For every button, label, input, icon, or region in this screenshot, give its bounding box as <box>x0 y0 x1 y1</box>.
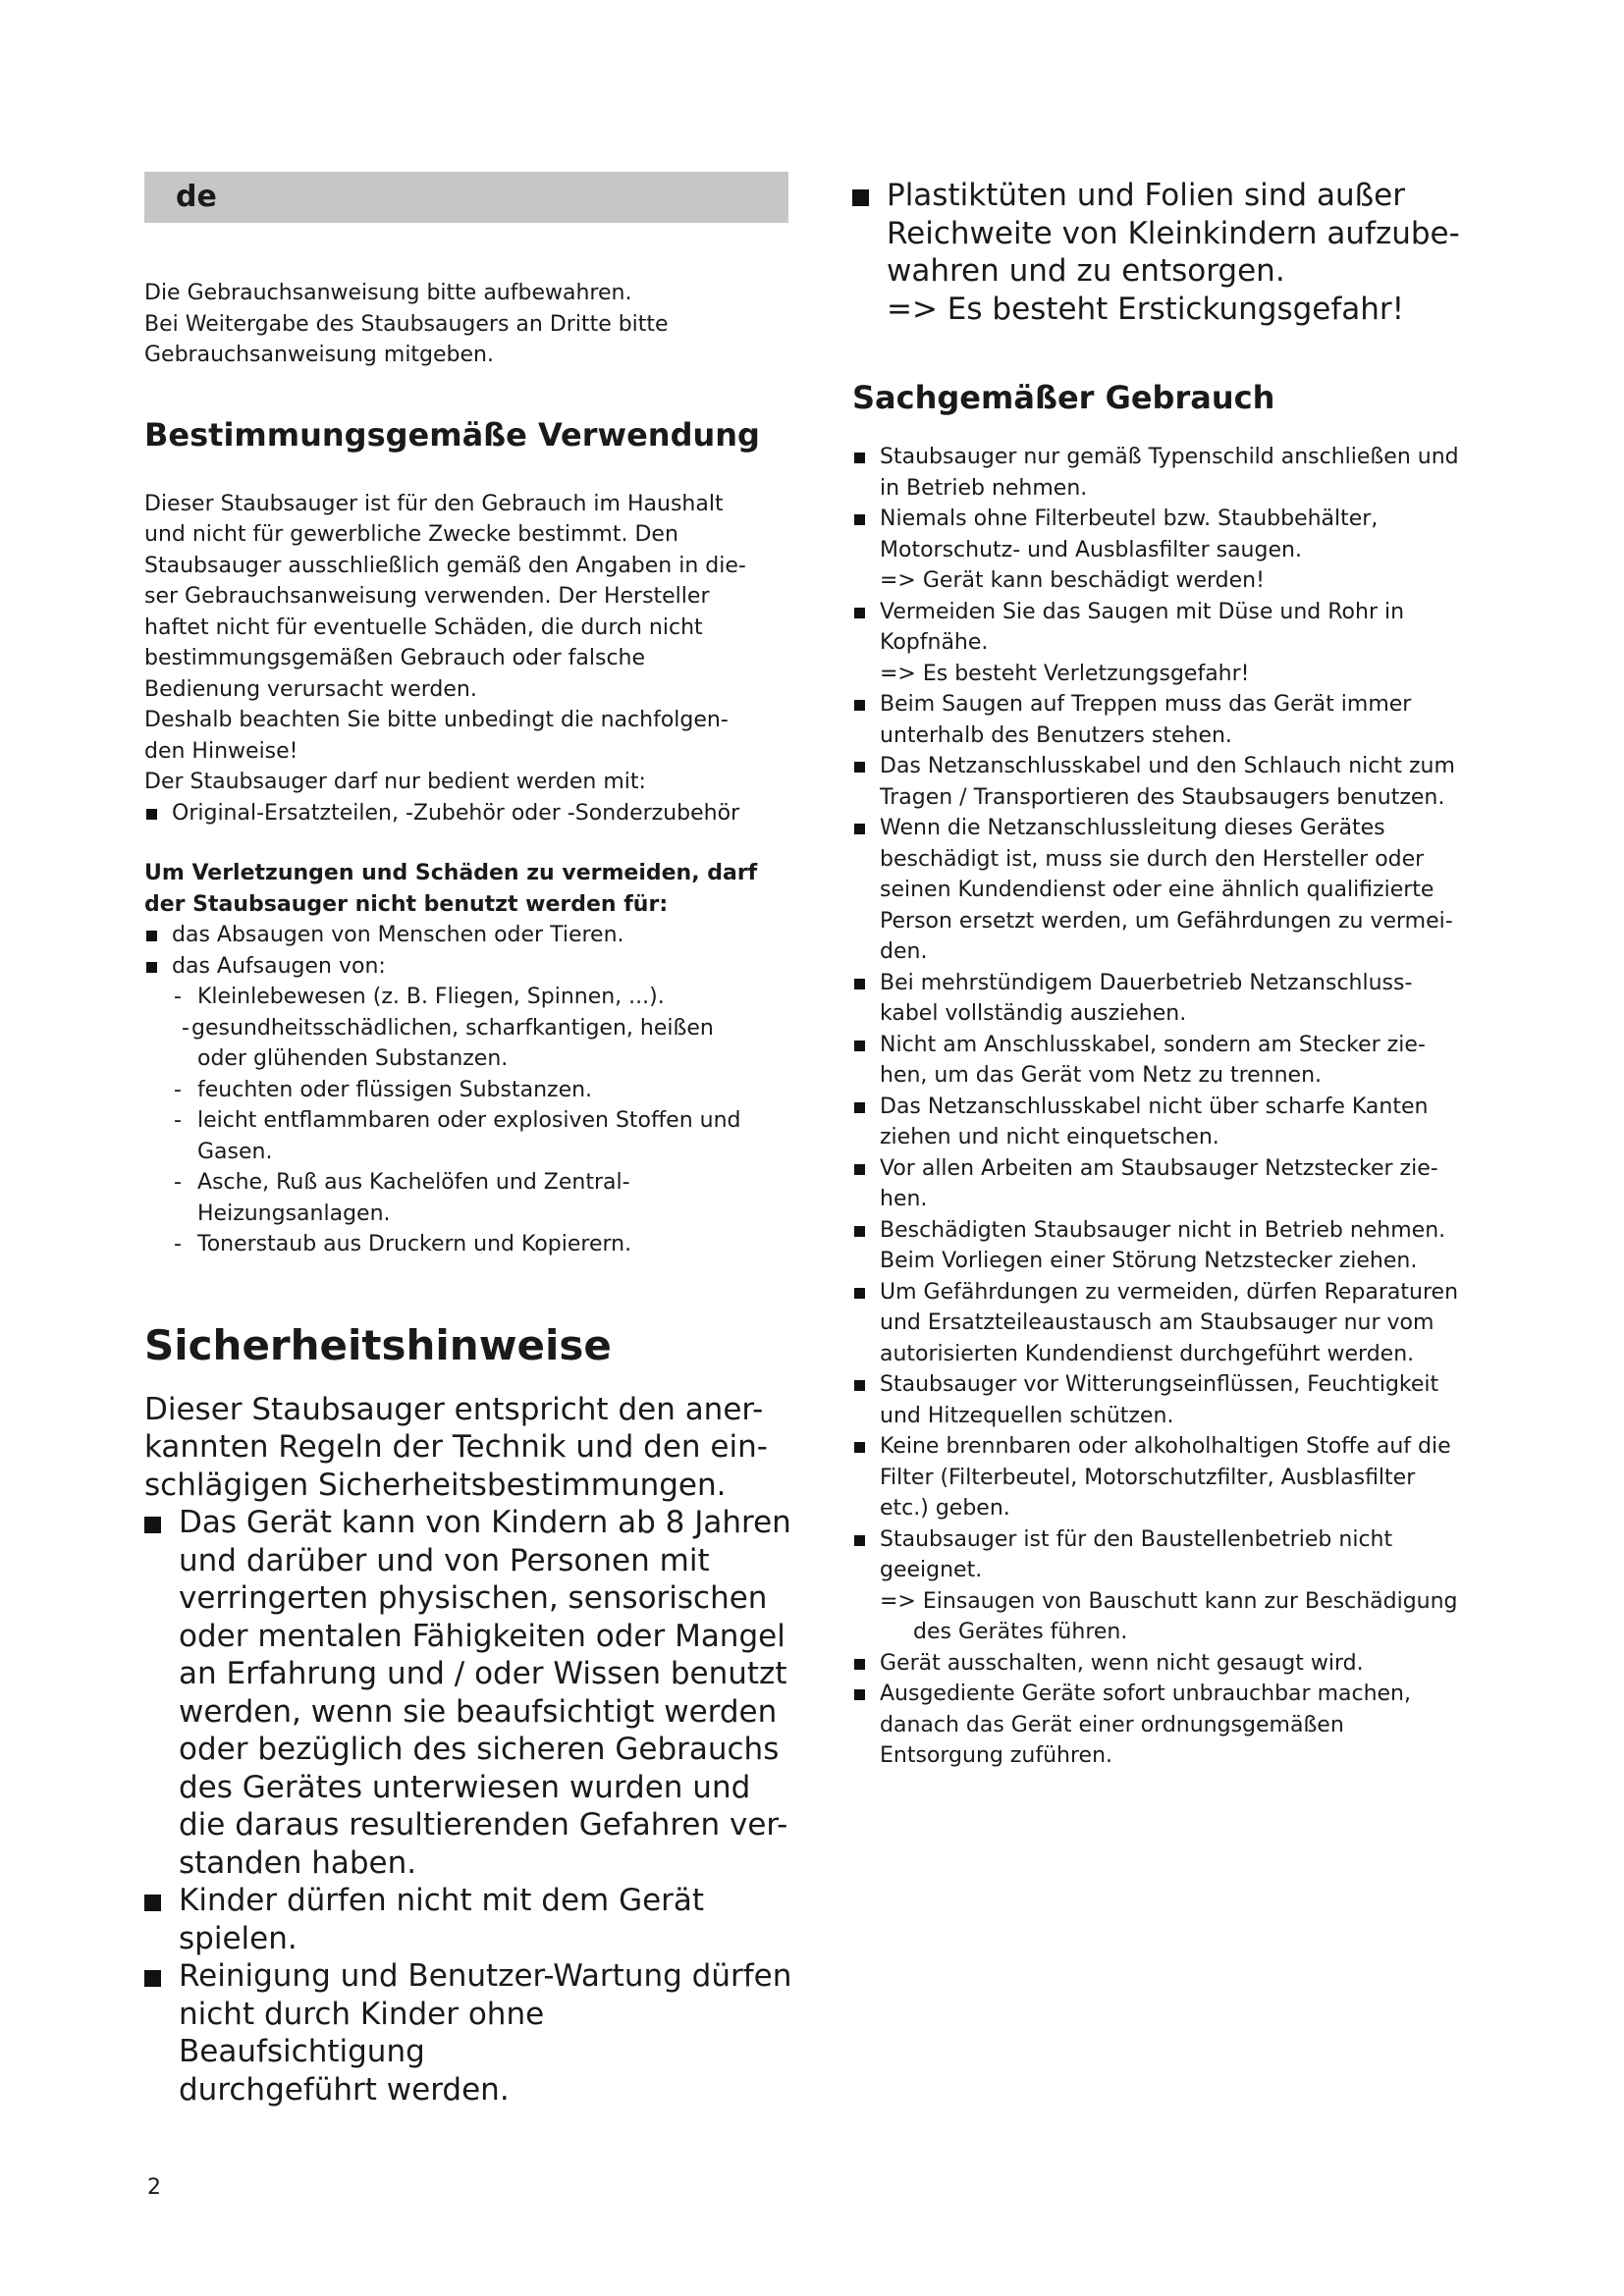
dash-text: Kleinlebewesen (z. B. Fliegen, Spinnen, ...). <box>197 985 665 1009</box>
right-column <box>852 177 1500 1772</box>
dash-text: Tonerstaub aus Druckern und Kopierern. <box>197 1232 632 1256</box>
bullet-text: das Aufsaugen von: <box>172 953 386 979</box>
bullet-square-icon <box>854 1659 865 1670</box>
item-line: Entsorgung zuführen. <box>880 1743 1113 1768</box>
item-note: => Es besteht Verletzungsgefahr! <box>880 661 1250 686</box>
bullet-square-icon <box>854 1041 865 1051</box>
intro-line: Die Gebrauchsanweisung bitte aufbewahren. <box>144 281 632 305</box>
intro-line: Bei Weitergabe des Staubsaugers an Dritte bitte <box>144 311 669 337</box>
item-line: Beschädigten Staubsauger nicht in Betrieb nehmen. <box>880 1217 1446 1243</box>
warning-note: => Es besteht Erstickungsgefahr! <box>887 291 1405 327</box>
bullet-square-icon <box>854 1689 865 1700</box>
safety-intro-line: schlägigen Sicherheitsbestimmungen. <box>144 1467 727 1503</box>
proper-use-item <box>852 1679 1500 1772</box>
warning-heading-line: der Staubsauger nicht benutzt werden für: <box>144 891 669 917</box>
item-line: Bei mehrstündigem Dauerbetrieb Netzanschluss- <box>880 970 1413 995</box>
dash-item: - leicht entflammbaren oder explosiven Stoffen und Gasen. <box>174 1108 741 1164</box>
proper-use-item <box>852 1524 1500 1648</box>
dash-item: - feuchten oder flüssigen Substanzen. <box>174 1077 593 1102</box>
bullet-line: die daraus resultierenden Gefahren ver- <box>179 1807 788 1842</box>
item-line: Kopfnähe. <box>880 630 989 655</box>
bullet-square-icon <box>854 1226 865 1237</box>
proper-use-item <box>852 968 1500 1030</box>
page-number: 2 <box>147 2175 161 2200</box>
left-column <box>144 172 792 2109</box>
text-line: Deshalb beachten Sie bitte unbedingt die nachfolgen- <box>144 708 729 732</box>
bullet-line: oder bezüglich des sicheren Gebrauchs <box>179 1732 780 1767</box>
item-line: Beim Vorliegen einer Störung Netzstecker ziehen. <box>880 1249 1418 1273</box>
proper-use-list <box>852 442 1500 1772</box>
warning-block <box>144 858 792 1260</box>
item-line: Niemals ohne Filterbeutel bzw. Staubbehälter, <box>880 507 1379 531</box>
safety-bullet <box>144 1882 792 1957</box>
safety-heading: Sicherheitshinweise <box>144 1320 612 1369</box>
bullet-square-icon <box>854 514 865 525</box>
item-line: Motorschutz- und Ausblasfilter saugen. <box>880 537 1302 562</box>
dash-text: gesundheitsschädlichen, scharfkantigen, heißen <box>191 1015 714 1041</box>
item-line: danach das Gerät einer ordnungsgemäßen <box>880 1712 1344 1737</box>
bullet-line: standen haben. <box>179 1844 417 1881</box>
bullet-square-icon <box>144 1970 161 1987</box>
bullet-text: das Absaugen von Menschen oder Tieren. <box>172 923 624 947</box>
intended-use-text <box>144 489 792 829</box>
text-line: und nicht für gewerbliche Zwecke bestimmt. Den <box>144 522 678 547</box>
proper-use-item <box>852 1648 1500 1680</box>
item-line: Das Netzanschlusskabel und den Schlauch nicht zum <box>880 754 1455 778</box>
bullet-square-icon <box>854 700 865 711</box>
item-line: hen, um das Gerät vom Netz zu trennen. <box>880 1063 1323 1088</box>
item-line: Wenn die Netzanschlussleitung dieses Gerätes <box>880 816 1385 840</box>
proper-use-item <box>852 1030 1500 1092</box>
item-line: Tragen / Transportieren des Staubsaugers benutzen. <box>880 784 1445 810</box>
bullet-square-icon <box>854 1535 865 1546</box>
item-line: Filter (Filterbeutel, Motorschutzfilter, Ausblasfilter <box>880 1465 1416 1490</box>
proper-use-item <box>852 442 1500 504</box>
text-line: Staubsauger ausschließlich gemäß den Angaben in die- <box>144 553 746 578</box>
proper-use-heading: Sachgemäßer Gebrauch <box>852 379 1275 416</box>
language-bar <box>144 172 788 223</box>
bullet-square-icon <box>854 1102 865 1113</box>
bullet-line: Das Gerät kann von Kindern ab 8 Jahren <box>179 1505 791 1540</box>
bullet-square-icon <box>146 931 157 941</box>
item-note: => Einsaugen von Bauschutt kann zur Beschädigung <box>880 1588 1458 1614</box>
section-heading-intended-use: Bestimmungsgemäße Verwendung <box>144 415 760 454</box>
bullet-line: Plastiktüten und Folien sind außer <box>887 178 1405 213</box>
dash-text: Heizungsanlagen. <box>197 1201 391 1226</box>
text-line: Der Staubsauger darf nur bedient werden mit: <box>144 770 646 794</box>
dash-item: - gesundheitsschädlichen, scharfkantigen, heißen oder glühenden Substanzen. <box>182 1015 714 1071</box>
item-line: ziehen und nicht einquetschen. <box>880 1125 1219 1149</box>
text-line: Dieser Staubsauger ist für den Gebrauch im Haushalt <box>144 491 724 516</box>
item-line: Staubsauger nur gemäß Typenschild anschließen und <box>880 445 1459 469</box>
text-line: bestimmungsgemäßen Gebrauch oder falsche <box>144 646 646 670</box>
safety-intro-line: kannten Regeln der Technik und den ein- <box>144 1429 768 1465</box>
dash-text: Gasen. <box>197 1139 273 1164</box>
bullet-square-icon <box>146 962 157 973</box>
bullet-line: Kinder dürfen nicht mit dem Gerät <box>179 1883 705 1918</box>
item-line: unterhalb des Benutzers stehen. <box>880 722 1232 748</box>
language-tag: de <box>176 180 217 214</box>
bullet-square-icon <box>144 1895 161 1911</box>
bullet-square-icon <box>144 1517 161 1533</box>
bullet-square-icon <box>854 1288 865 1299</box>
bullet-square-icon <box>146 809 157 820</box>
item-line: seinen Kundendienst oder eine ähnlich qualifizierte <box>880 878 1435 902</box>
safety-bullet <box>144 1957 792 2109</box>
item-line: in Betrieb nehmen. <box>880 475 1088 501</box>
bullet-line: oder mentalen Fähigkeiten oder Mangel <box>179 1618 785 1654</box>
dash-item: - Tonerstaub aus Druckern und Kopierern. <box>174 1232 632 1256</box>
bullet-line: an Erfahrung und / oder Wissen benutzt <box>179 1656 787 1691</box>
bullet-line: und darüber und von Personen mit <box>179 1542 710 1578</box>
item-line: und Hitzequellen schützen. <box>880 1403 1174 1428</box>
proper-use-item <box>852 751 1500 813</box>
bullet-line: des Gerätes unterwiesen wurden und <box>179 1769 751 1805</box>
item-line: Vor allen Arbeiten am Staubsauger Netzstecker zie- <box>880 1155 1438 1181</box>
item-line: etc.) geben. <box>880 1496 1010 1521</box>
item-line: Keine brennbaren oder alkoholhaltigen Stoffe auf die <box>880 1434 1451 1459</box>
proper-use-item <box>852 1431 1500 1524</box>
bullet-item <box>852 177 1500 328</box>
intro-line: Gebrauchsanweisung mitgeben. <box>144 343 494 367</box>
item-line: Staubsauger ist für den Baustellenbetrieb nicht <box>880 1526 1393 1552</box>
dash-text: oder glühenden Substanzen. <box>197 1046 509 1071</box>
bullet-square-icon <box>854 453 865 463</box>
bullet-line: spielen. <box>179 1920 298 1956</box>
item-line: Um Gefährdungen zu vermeiden, dürfen Reparaturen <box>880 1279 1459 1305</box>
dash-item: - Kleinlebewesen (z. B. Fliegen, Spinnen, ...). <box>174 985 665 1009</box>
proper-use-item <box>852 813 1500 968</box>
dash-text: Asche, Ruß aus Kachelöfen und Zentral- <box>197 1170 630 1195</box>
item-line: den. <box>880 939 928 964</box>
proper-use-item <box>852 689 1500 751</box>
text-line: haftet nicht für eventuelle Schäden, die durch nicht <box>144 614 703 640</box>
item-line: autorisierten Kundendienst durchgeführt werden. <box>880 1341 1415 1366</box>
bullet-square-icon <box>854 1164 865 1175</box>
item-line: Nicht am Anschlusskabel, sondern am Stecker zie- <box>880 1032 1426 1057</box>
bullet-line: durchgeführt werden. <box>179 2071 510 2108</box>
text-line: den Hinweise! <box>144 738 298 764</box>
proper-use-item <box>852 504 1500 597</box>
item-line: kabel vollständig ausziehen. <box>880 1001 1187 1026</box>
item-line: beschädigt ist, muss sie durch den Hersteller oder <box>880 846 1425 872</box>
item-note: des Gerätes führen. <box>913 1620 1128 1644</box>
text-line: ser Gebrauchsanweisung verwenden. Der Hersteller <box>144 584 710 609</box>
bullet-square-icon <box>854 1442 865 1453</box>
proper-use-item <box>852 1092 1500 1153</box>
safety-text <box>144 1391 792 2109</box>
item-line: Staubsauger vor Witterungseinflüssen, Feuchtigkeit <box>880 1372 1439 1397</box>
item-line: hen. <box>880 1187 928 1211</box>
proper-use-item <box>852 1277 1500 1370</box>
item-note: => Gerät kann beschädigt werden! <box>880 568 1265 593</box>
dash-text: feuchten oder flüssigen Substanzen. <box>197 1077 593 1102</box>
item-line: Beim Saugen auf Treppen muss das Gerät immer <box>880 692 1412 717</box>
bullet-square-icon <box>854 979 865 989</box>
item-line: Person ersetzt werden, um Gefährdungen zu vermei- <box>880 908 1453 934</box>
item-line: geeignet. <box>880 1558 983 1582</box>
dash-text: leicht entflammbaren oder explosiven Stoffen und <box>197 1108 741 1133</box>
bullet-square-icon <box>854 824 865 834</box>
item-line: Vermeiden Sie das Saugen mit Düse und Rohr in <box>880 599 1405 624</box>
item-line: Ausgediente Geräte sofort unbrauchbar machen, <box>880 1682 1411 1706</box>
bullet-line: wahren und zu entsorgen. <box>887 253 1285 289</box>
text-line: Bedienung verursacht werden. <box>144 676 477 702</box>
item-line: und Ersatzteileaustausch am Staubsauger nur vom <box>880 1310 1435 1335</box>
bullet-line: werden, wenn sie beaufsichtigt werden <box>179 1693 778 1730</box>
proper-use-item <box>852 1369 1500 1431</box>
bullet-square-icon <box>852 189 869 206</box>
dash-item: - Asche, Ruß aus Kachelöfen und Zentral- Heizungsanlagen. <box>174 1170 630 1226</box>
item-line: Das Netzanschlusskabel nicht über scharfe Kanten <box>880 1094 1429 1119</box>
safety-intro-line: Dieser Staubsauger entspricht den aner- <box>144 1391 764 1427</box>
item-line: Gerät ausschalten, wenn nicht gesaugt wird. <box>880 1650 1364 1676</box>
bullet-line: verringerten physischen, sensorischen <box>179 1580 768 1616</box>
bullet-square-icon <box>854 608 865 618</box>
bullet-item <box>144 920 792 951</box>
safety-bullet <box>144 1504 792 1882</box>
bullet-square-icon <box>854 1380 865 1391</box>
bullet-line: Reichweite von Kleinkindern aufzube- <box>887 215 1460 251</box>
bullet-item <box>144 951 792 983</box>
proper-use-item <box>852 597 1500 690</box>
warning-heading-line: Um Verletzungen und Schäden zu vermeiden, darf <box>144 861 758 885</box>
intro-text <box>144 278 792 371</box>
bullet-line: nicht durch Kinder ohne Beaufsichtigung <box>179 1996 545 2069</box>
proper-use-item <box>852 1215 1500 1277</box>
bullet-square-icon <box>854 762 865 773</box>
bullet-item <box>144 798 792 829</box>
bullet-line: Reinigung und Benutzer-Wartung dürfen <box>179 1958 792 1994</box>
proper-use-item <box>852 1153 1500 1215</box>
bullet-text: Original-Ersatzteilen, -Zubehör oder -Sonderzubehör <box>172 800 740 826</box>
plastic-bags-warning <box>852 177 1500 328</box>
